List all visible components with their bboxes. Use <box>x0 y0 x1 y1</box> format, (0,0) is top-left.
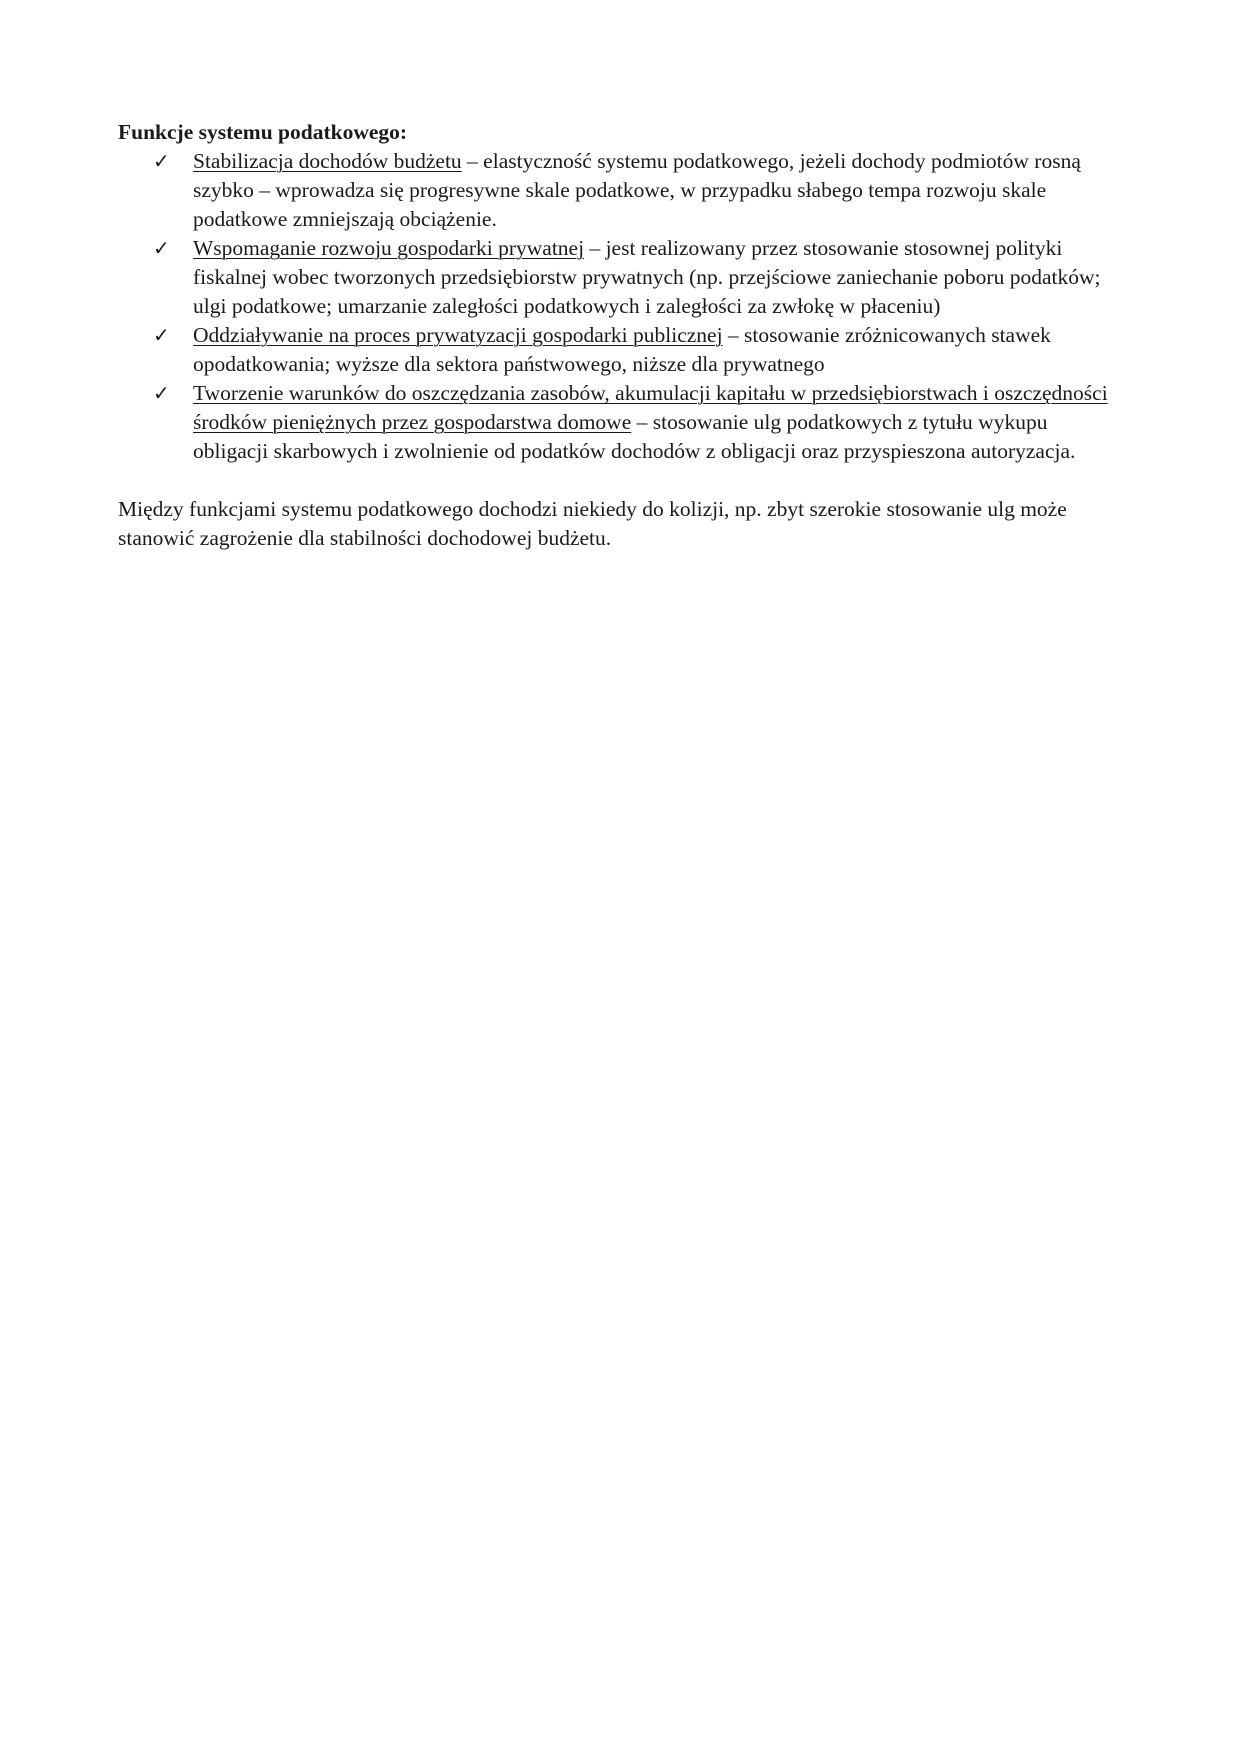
separator: – <box>631 410 653 434</box>
checkmark-icon: ✓ <box>153 236 170 260</box>
function-title: Oddziaływanie na proces prywatyzacji gospodarki publicznej <box>193 323 723 347</box>
list-item <box>118 147 1128 234</box>
function-description: stosowanie ulg podatkowych z tytułu wykupu obligacji skarbowych i zwolnienie od podatków dochodów z obligacji oraz przyspieszona autoryzacja. <box>193 410 1076 463</box>
closing-paragraph: Między funkcjami systemu podatkowego dochodzi niekiedy do kolizji, np. zbyt szerokie stosowanie ulg może stanowić zagrożenie dla stabilności dochodowej budżetu. <box>118 497 1067 550</box>
function-title: Stabilizacja dochodów budżetu <box>193 149 462 173</box>
function-description: stosowanie zróżnicowanych stawek opodatkowania; wyższe dla sektora państwowego, niższe dla prywatnego <box>193 323 1051 376</box>
functions-list <box>118 147 1128 466</box>
function-description: elastyczność systemu podatkowego, jeżeli dochody podmiotów rosną szybko – wprowadza się progresywne skale podatkowe, w przypadku słabego tempa rozwoju skale podatkowe zmniejszają obciążenie. <box>193 149 1081 231</box>
checkmark-icon: ✓ <box>153 381 170 405</box>
separator: – <box>461 149 484 173</box>
document-page <box>118 118 1128 553</box>
function-title: Wspomaganie rozwoju gospodarki prywatnej <box>193 236 585 260</box>
function-title: Tworzenie warunków do oszczędzania zasobów, akumulacji kapitału w przedsiębiorstwach i oszczędności środków pieniężnych przez gospodarstwa domowe <box>193 381 1108 434</box>
separator: – <box>584 236 606 260</box>
checkmark-icon: ✓ <box>153 323 170 347</box>
function-description: jest realizowany przez stosowanie stosownej polityki fiskalnej wobec tworzonych przedsiębiorstw prywatnych (np. przejściowe zaniechanie poboru podatków; ulgi podatkowe; umarzanie zaległości podatkowych i zaległości za zwłokę w płaceniu) <box>193 236 1101 318</box>
checkmark-icon: ✓ <box>153 149 170 173</box>
list-item <box>118 379 1128 466</box>
separator: – <box>722 323 745 347</box>
list-item <box>118 321 1128 379</box>
document-heading: Funkcje systemu podatkowego: <box>118 120 408 144</box>
list-item <box>118 234 1128 321</box>
